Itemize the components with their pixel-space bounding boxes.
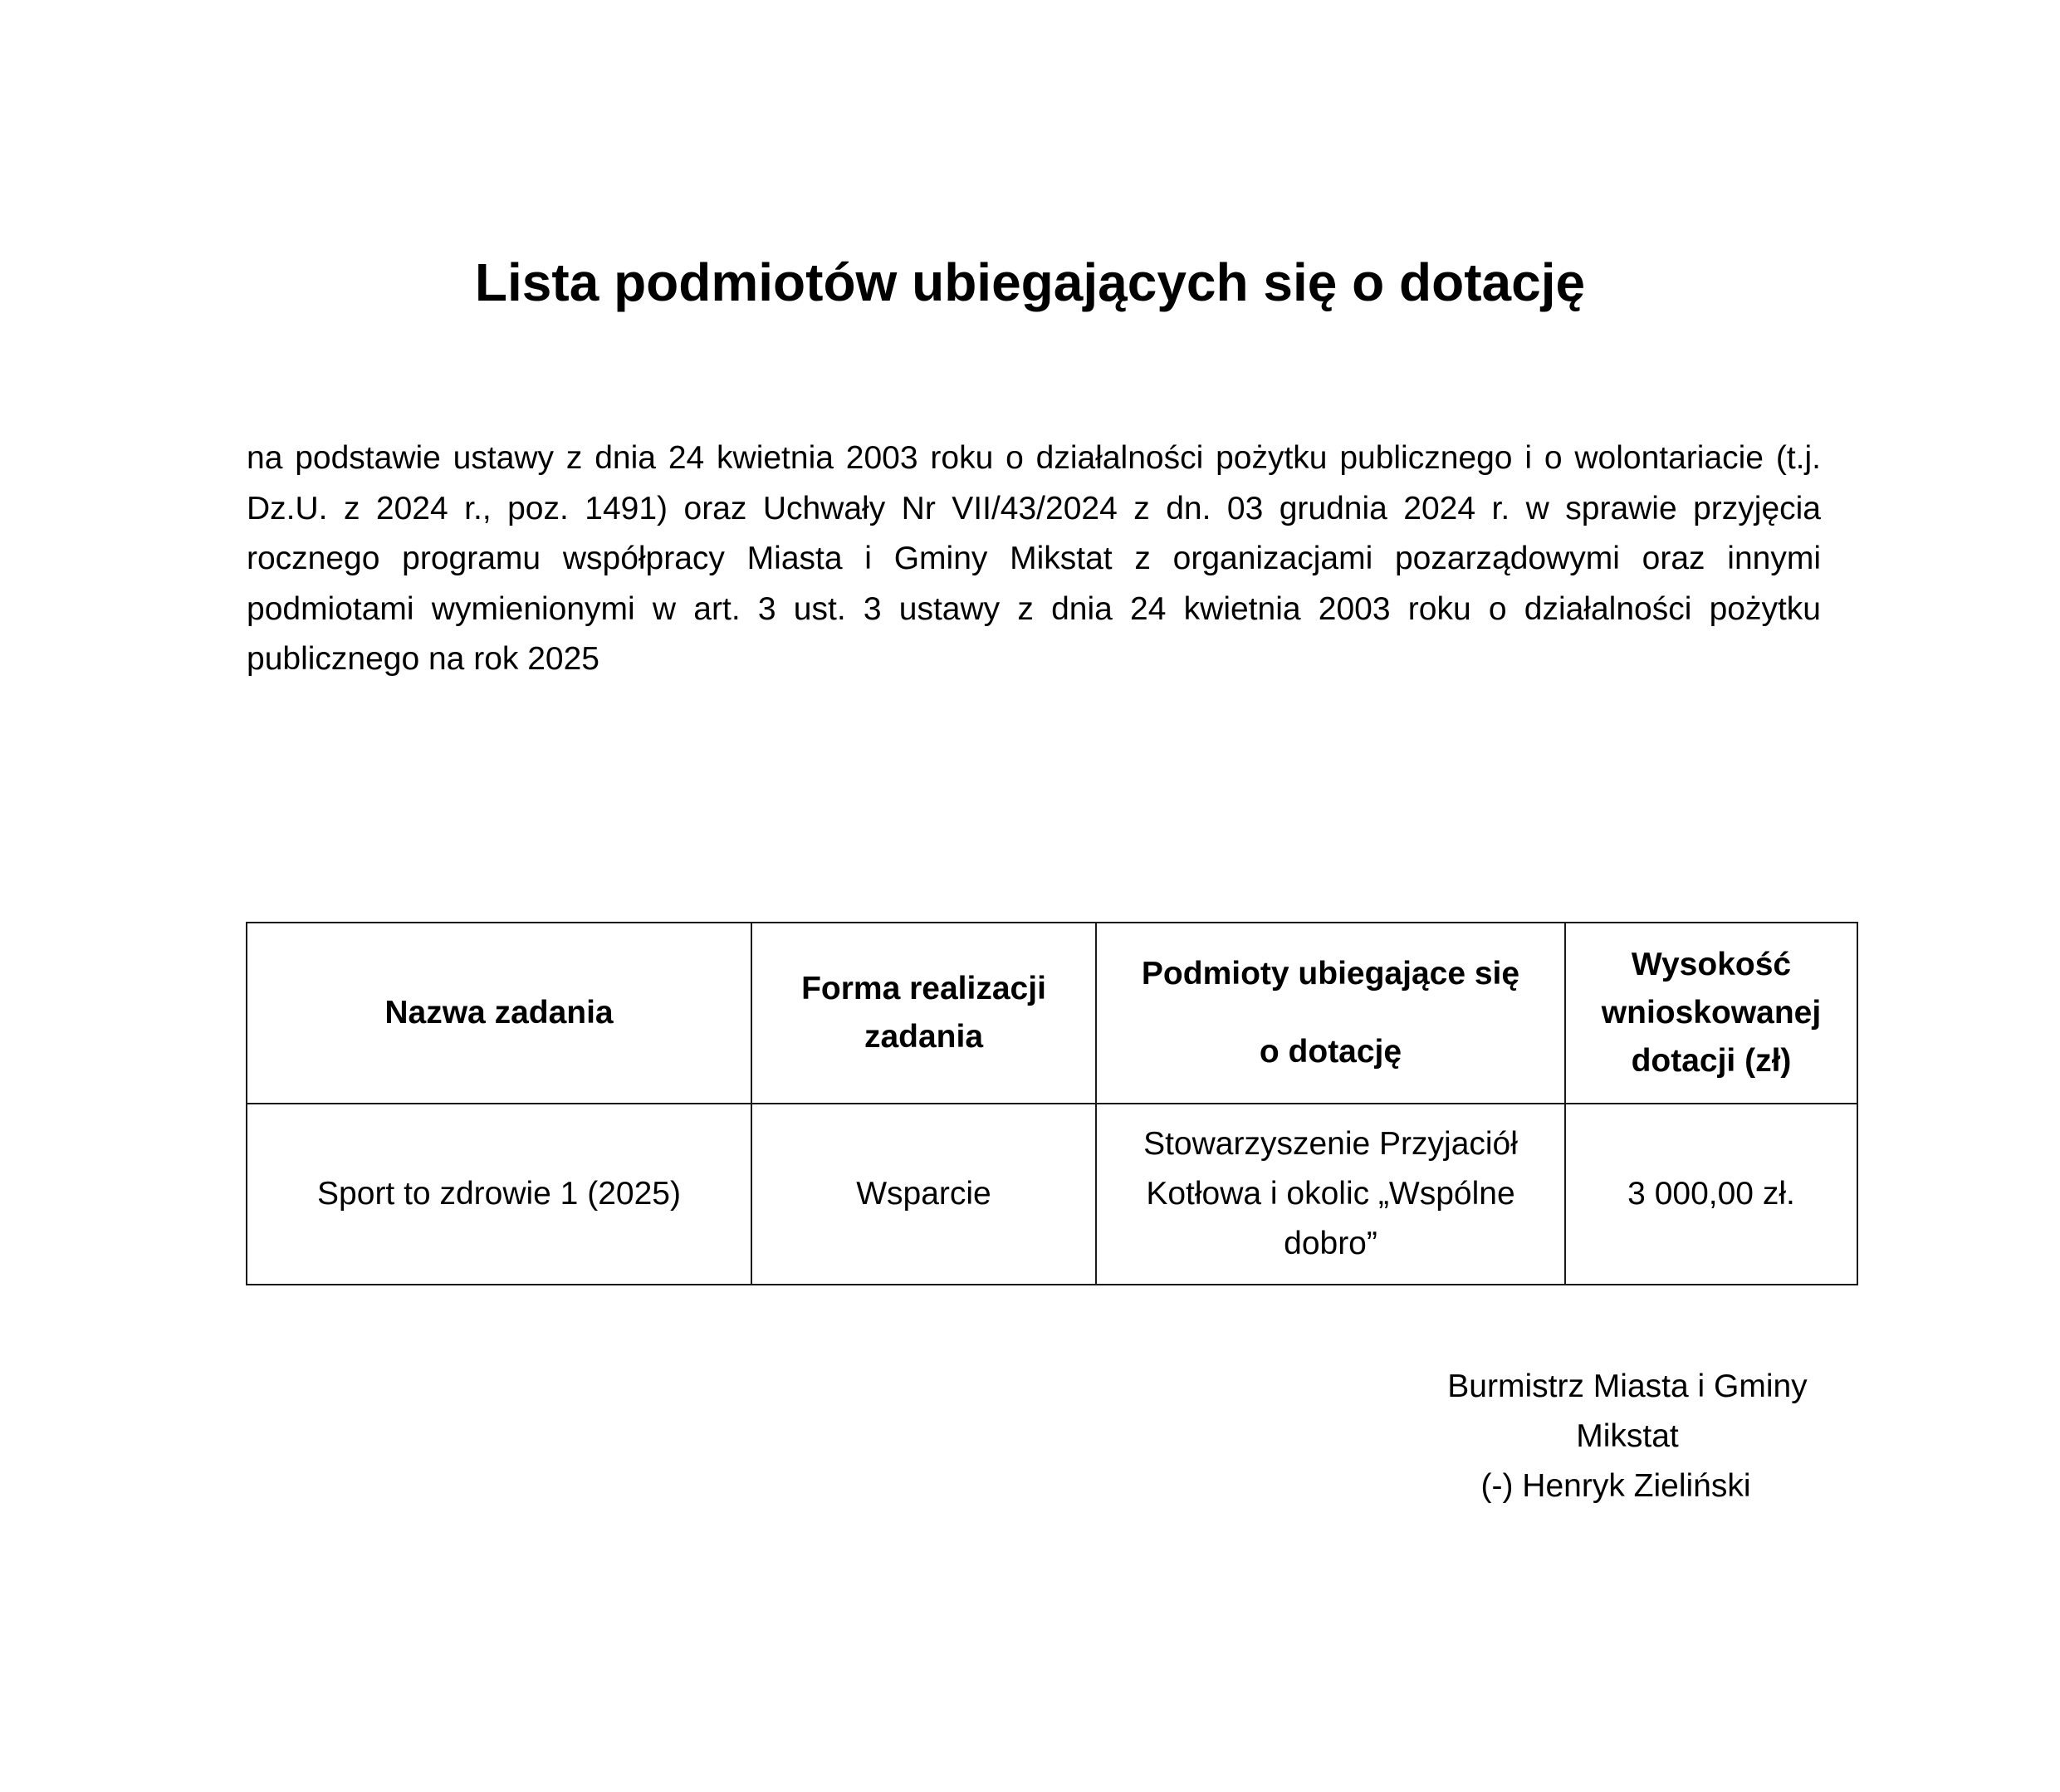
header-subjects xyxy=(1096,923,1565,1104)
signature-line-3: (-) Henryk Zieliński xyxy=(1480,1468,1751,1504)
grant-applicants-table xyxy=(246,922,1858,1285)
header-form: Forma realizacji zadania xyxy=(751,923,1096,1104)
header-subjects-line2: o dotację xyxy=(1259,1034,1402,1070)
cell-subject: Stowarzyszenie Przyjaciół Kotłowa i okolic „Wspólne dobro” xyxy=(1096,1104,1565,1285)
signature-line-1: Burmistrz Miasta i Gminy xyxy=(1447,1368,1808,1404)
page-title: Lista podmiotów ubiegających się o dotację xyxy=(474,252,1586,312)
cell-task-name: Sport to zdrowie 1 (2025) xyxy=(247,1104,751,1285)
table-row xyxy=(247,1104,1857,1285)
header-amount: Wysokość wnioskowanej dotacji (zł) xyxy=(1565,923,1857,1104)
intro-paragraph: na podstawie ustawy z dnia 24 kwietnia 2003 roku o działalności pożytku publicznego i o wolontariacie (t.j. Dz.U. z 2024 r., poz. 1491) oraz Uchwały Nr VII/43/2024 z dn. 03 grudnia 2024 r. w sprawie przyjęcia rocznego programu współpracy Miasta i Gminy Mikstat z organizacjami pozarządowymi oraz innymi podmiotami wymienionymi w art. 3 ust. 3 ustawy z dnia 24 kwietnia 2003 roku o działalności pożytku publicznego na rok 2025 xyxy=(247,440,1821,677)
signature-line-2: Mikstat xyxy=(1576,1418,1679,1454)
header-task-name: Nazwa zadania xyxy=(247,923,751,1104)
table-header-row xyxy=(247,923,1857,1104)
signature-block xyxy=(1403,1362,1852,1511)
cell-form: Wsparcie xyxy=(751,1104,1096,1285)
cell-amount: 3 000,00 zł. xyxy=(1565,1104,1857,1285)
header-subjects-line1: Podmioty ubiegające się xyxy=(1141,956,1520,991)
